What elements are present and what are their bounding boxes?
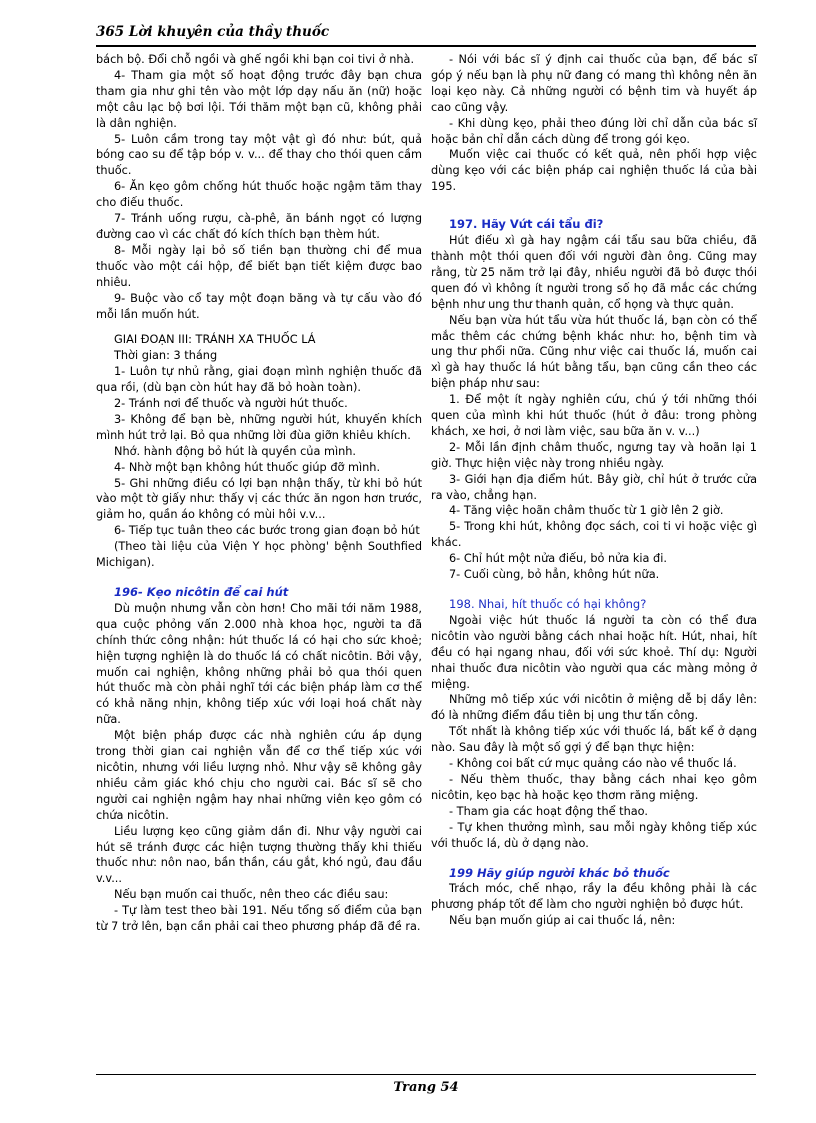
paragraph: Nhớ. hành động bỏ hút là quyền của mình. — [114, 444, 357, 458]
paragraph: Nếu bạn vừa hút tẩu vừa hút thuốc lá, bạn còn có thể mắc thêm các chứng bệnh khác như: ho, bệnh tim và ung thư phổi nữa. Cũng như việc cai thuốc lá, muốn cai xì gà hay thuốc lá hút bằng tẩu, bạn cũng cần theo các biện pháp như sau: — [431, 313, 757, 391]
heading-198: 198. Nhai, hít thuốc có hại không? — [449, 597, 647, 611]
paragraph: 4- Tham gia một số hoạt động trước đây bạn chưa tham gia như ghi tên vào một lớp dạy nấu ăn (nữ) hoặc một câu lạc bộ bơi lội. Tới thăm một bạn cũ, không phải là dân nghiện. — [96, 68, 422, 130]
paragraph: Muốn việc cai thuốc có kết quả, nên phối hợp việc dùng kẹo với các biện pháp cai nghiện thuốc lá của bài 195. — [431, 148, 757, 194]
paragraph: Dù muộn nhưng vẫn còn hơn! Cho mãi tới năm 1988, qua cuộc phỏng vấn 2.000 nhà khoa học, người ta đã chính thức công nhận: hút thuốc lá có hại cho sức khoẻ; hiện tượng nghiện là do thuốc lá có chất nicôtin. Bởi vậy, muốn cai nghiện, không những phải bỏ qua thói quen hút thuốc mà còn phải nghĩ tới các biện pháp làm cơ thể có khả năng nhịn, không tiếp xúc với loại hoá chất này nữa. — [96, 601, 422, 727]
paragraph: 6- Tiếp tục tuân theo các bước trong gian đoạn bỏ hút — [114, 524, 420, 538]
paragraph: - Không coi bất cứ mục quảng cáo nào về thuốc lá. — [449, 757, 737, 771]
paragraph: Thời gian: 3 tháng — [114, 349, 218, 363]
paragraph: 5- Ghi những điều có lợi bạn nhận thấy, từ khi bỏ hút vào một tờ giấy như: thấy vị các thức ăn ngon hơn trước, giảm ho, quần áo không có mùi hôi v.v... — [96, 476, 422, 522]
paragraph: Liều lượng kẹo cũng giảm dần đi. Như vậy người cai hút sẽ tránh được các hiện tượng thường thấy khi thiếu thuốc như: nôn nao, bần thần, cáu gắt, khó ngủ, đau đầu v.v... — [96, 824, 422, 886]
header-divider — [96, 45, 756, 47]
paragraph: 1- Luôn tự nhủ rằng, giai đoạn mình nghiện thuốc đã qua rồi, (dù bạn còn hút hay đã bỏ hoàn toàn). — [96, 365, 422, 395]
right-column — [431, 52, 757, 929]
paragraph: Một biện pháp được các nhà nghiên cứu áp dụng trong thời gian cai nghiện vẫn để cơ thể tiếp xúc với nicôtin, nhưng với liều lượng nhỏ. Như vậy sẽ không gây nhiều cảm giác khó chịu cho người cai. Bác sĩ sẽ cho người cai nghiện ngậm hay nhai những viên kẹo gôm có chứa nicôtin. — [96, 729, 422, 822]
paragraph: 8- Mỗi ngày lại bỏ số tiền bạn thường chi để mua thuốc vào một cái hộp, để biết bạn tiết kiệm được bao nhiêu. — [96, 243, 422, 289]
paragraph: 4- Tăng việc hoãn châm thuốc từ 1 giờ lên 2 giờ. — [449, 504, 724, 518]
paragraph: 4- Nhờ một bạn không hút thuốc giúp đỡ mình. — [114, 460, 381, 474]
heading-197: 197. Hãy Vứt cái tẩu đi? — [449, 217, 604, 232]
paragraph: - Tự làm test theo bài 191. Nếu tổng số điểm của bạn từ 7 trở lên, bạn cần phải cai theo phương pháp đã đề ra. — [96, 904, 422, 934]
paragraph: 6- Chỉ hút một nửa điếu, bỏ nửa kia đi. — [449, 552, 667, 566]
paragraph: 3- Giới hạn địa điểm hút. Bây giờ, chỉ hút ở trước cửa ra vào, chẳng hạn. — [431, 472, 757, 502]
running-header: 365 Lời khuyên của thầy thuốc — [96, 24, 330, 40]
left-column — [96, 52, 422, 935]
paragraph: Ngoài việc hút thuốc lá người ta còn có thể đưa nicôtin vào người bằng cách nhai hoặc hít. Hút, nhai, hít đều có hại ngang nhau, đối với sức khoẻ. Thí dụ: Người nhai thuốc đưa nicôtin vào người qua các màng mỏng ở miệng. — [431, 613, 757, 691]
paragraph: 7- Tránh uống rượu, cà-phê, ăn bánh ngọt có lượng đường cao vì các chất đó kích thích bạn thèm hút. — [96, 212, 422, 241]
paragraph: Những mô tiếp xúc với nicôtin ở miệng dễ bị dầy lên: đó là những điểm đầu tiên bị ung thư tấn công. — [431, 693, 757, 723]
paragraph: 6- Ăn kẹo gôm chống hút thuốc hoặc ngậm tăm thay cho điếu thuốc. — [96, 180, 422, 210]
paragraph: Nếu bạn muốn cai thuốc, nên theo các điều sau: — [114, 888, 389, 902]
paragraph: - Nói với bác sĩ ý định cai thuốc của bạn, để bác sĩ góp ý nếu bạn là phụ nữ đang có mang thì không nên ăn loại kẹo này. Cả những người có bệnh tim và huyết áp cao cũng vậy. — [431, 53, 757, 114]
paragraph: 7- Cuối cùng, bỏ hẳn, không hút nữa. — [449, 568, 660, 582]
paragraph: 2- Tránh nơi để thuốc và người hút thuốc. — [114, 397, 348, 411]
paragraph: - Tự khen thưởng mình, sau mỗi ngày không tiếp xúc với thuốc lá, dù ở dạng nào. — [431, 820, 757, 850]
paragraph: 2- Mỗi lần định châm thuốc, ngưng tay và hoãn lại 1 giờ. Thực hiện việc này trong nhiều ngày. — [431, 440, 757, 470]
heading-196: 196- Kẹo nicôtin để cai hút — [114, 585, 289, 599]
paragraph: 9- Buộc vào cổ tay một đoạn băng và tự cấu vào đó mỗi lần muốn hút. — [96, 291, 422, 321]
page-number: Trang 54 — [393, 1080, 459, 1095]
paragraph: Nếu bạn muốn giúp ai cai thuốc lá, nên: — [449, 914, 676, 928]
paragraph: 5- Luôn cầm trong tay một vật gì đó như: bút, quả bóng cao su để tập bóp v. v... để thay cho thói quen cầm thuốc. — [96, 132, 422, 178]
paragraph: - Nếu thèm thuốc, thay bằng cách nhai kẹo gôm nicôtin, kẹo bạc hà hoặc kẹo thơm răng miệng. — [431, 772, 757, 802]
paragraph: Trách móc, chế nhạo, rầy la đều không phải là các phương pháp tốt để làm cho người nghiện bỏ được hút. — [431, 882, 757, 912]
paragraph: 3- Không để bạn bè, những người hút, khuyến khích mình hút trở lại. Bỏ qua những lời đùa giỡn khiêu khích. — [96, 412, 422, 442]
paragraph: 1. Để một ít ngày nghiên cứu, chú ý tới những thói quen của mình khi hút thuốc (hút ở đâu: trong phòng khách, xe hơi, ở nơi làm việc, sau bữa ăn v. v...) — [431, 393, 757, 438]
paragraph: 5- Trong khi hút, không đọc sách, coi ti vi hoặc việc gì khác. — [431, 520, 757, 550]
source-note: (Theo tài liệu của Viện Y học phòng' bệnh Southfied Michigan). — [96, 540, 422, 570]
paragraph: bách bộ. Đổi chỗ ngồi và ghế ngồi khi bạn coi tivi ở nhà. — [96, 53, 415, 66]
paragraph: - Khi dùng kẹo, phải theo đúng lời chỉ dẫn của bác sĩ hoặc bản chỉ dẫn cách dùng để trong gói kẹo. — [431, 116, 757, 146]
section-title-stage-3: GIAI ĐOẠN III: TRÁNH XA THUỐC LÁ — [114, 333, 316, 347]
paragraph: Hút điếu xì gà hay ngậm cái tẩu sau bữa chiều, đã thành một thói quen đối với người đàn ông. Cũng may rằng, từ 25 năm trở lại đây, nhiều người đã bỏ được thói quen đó vì không ít người trong số họ đã mắc các chứng bệnh như ung thư thanh quản, cổ họng và thực quản. — [431, 234, 757, 311]
paragraph: - Tham gia các hoạt động thể thao. — [449, 804, 648, 818]
heading-199: 199 Hãy giúp người khác bỏ thuốc — [449, 865, 670, 880]
paragraph: Tốt nhất là không tiếp xúc với thuốc lá, bất kể ở dạng nào. Sau đây là một số gợi ý để bạn thực hiện: — [431, 725, 757, 755]
footer-divider — [96, 1074, 756, 1075]
